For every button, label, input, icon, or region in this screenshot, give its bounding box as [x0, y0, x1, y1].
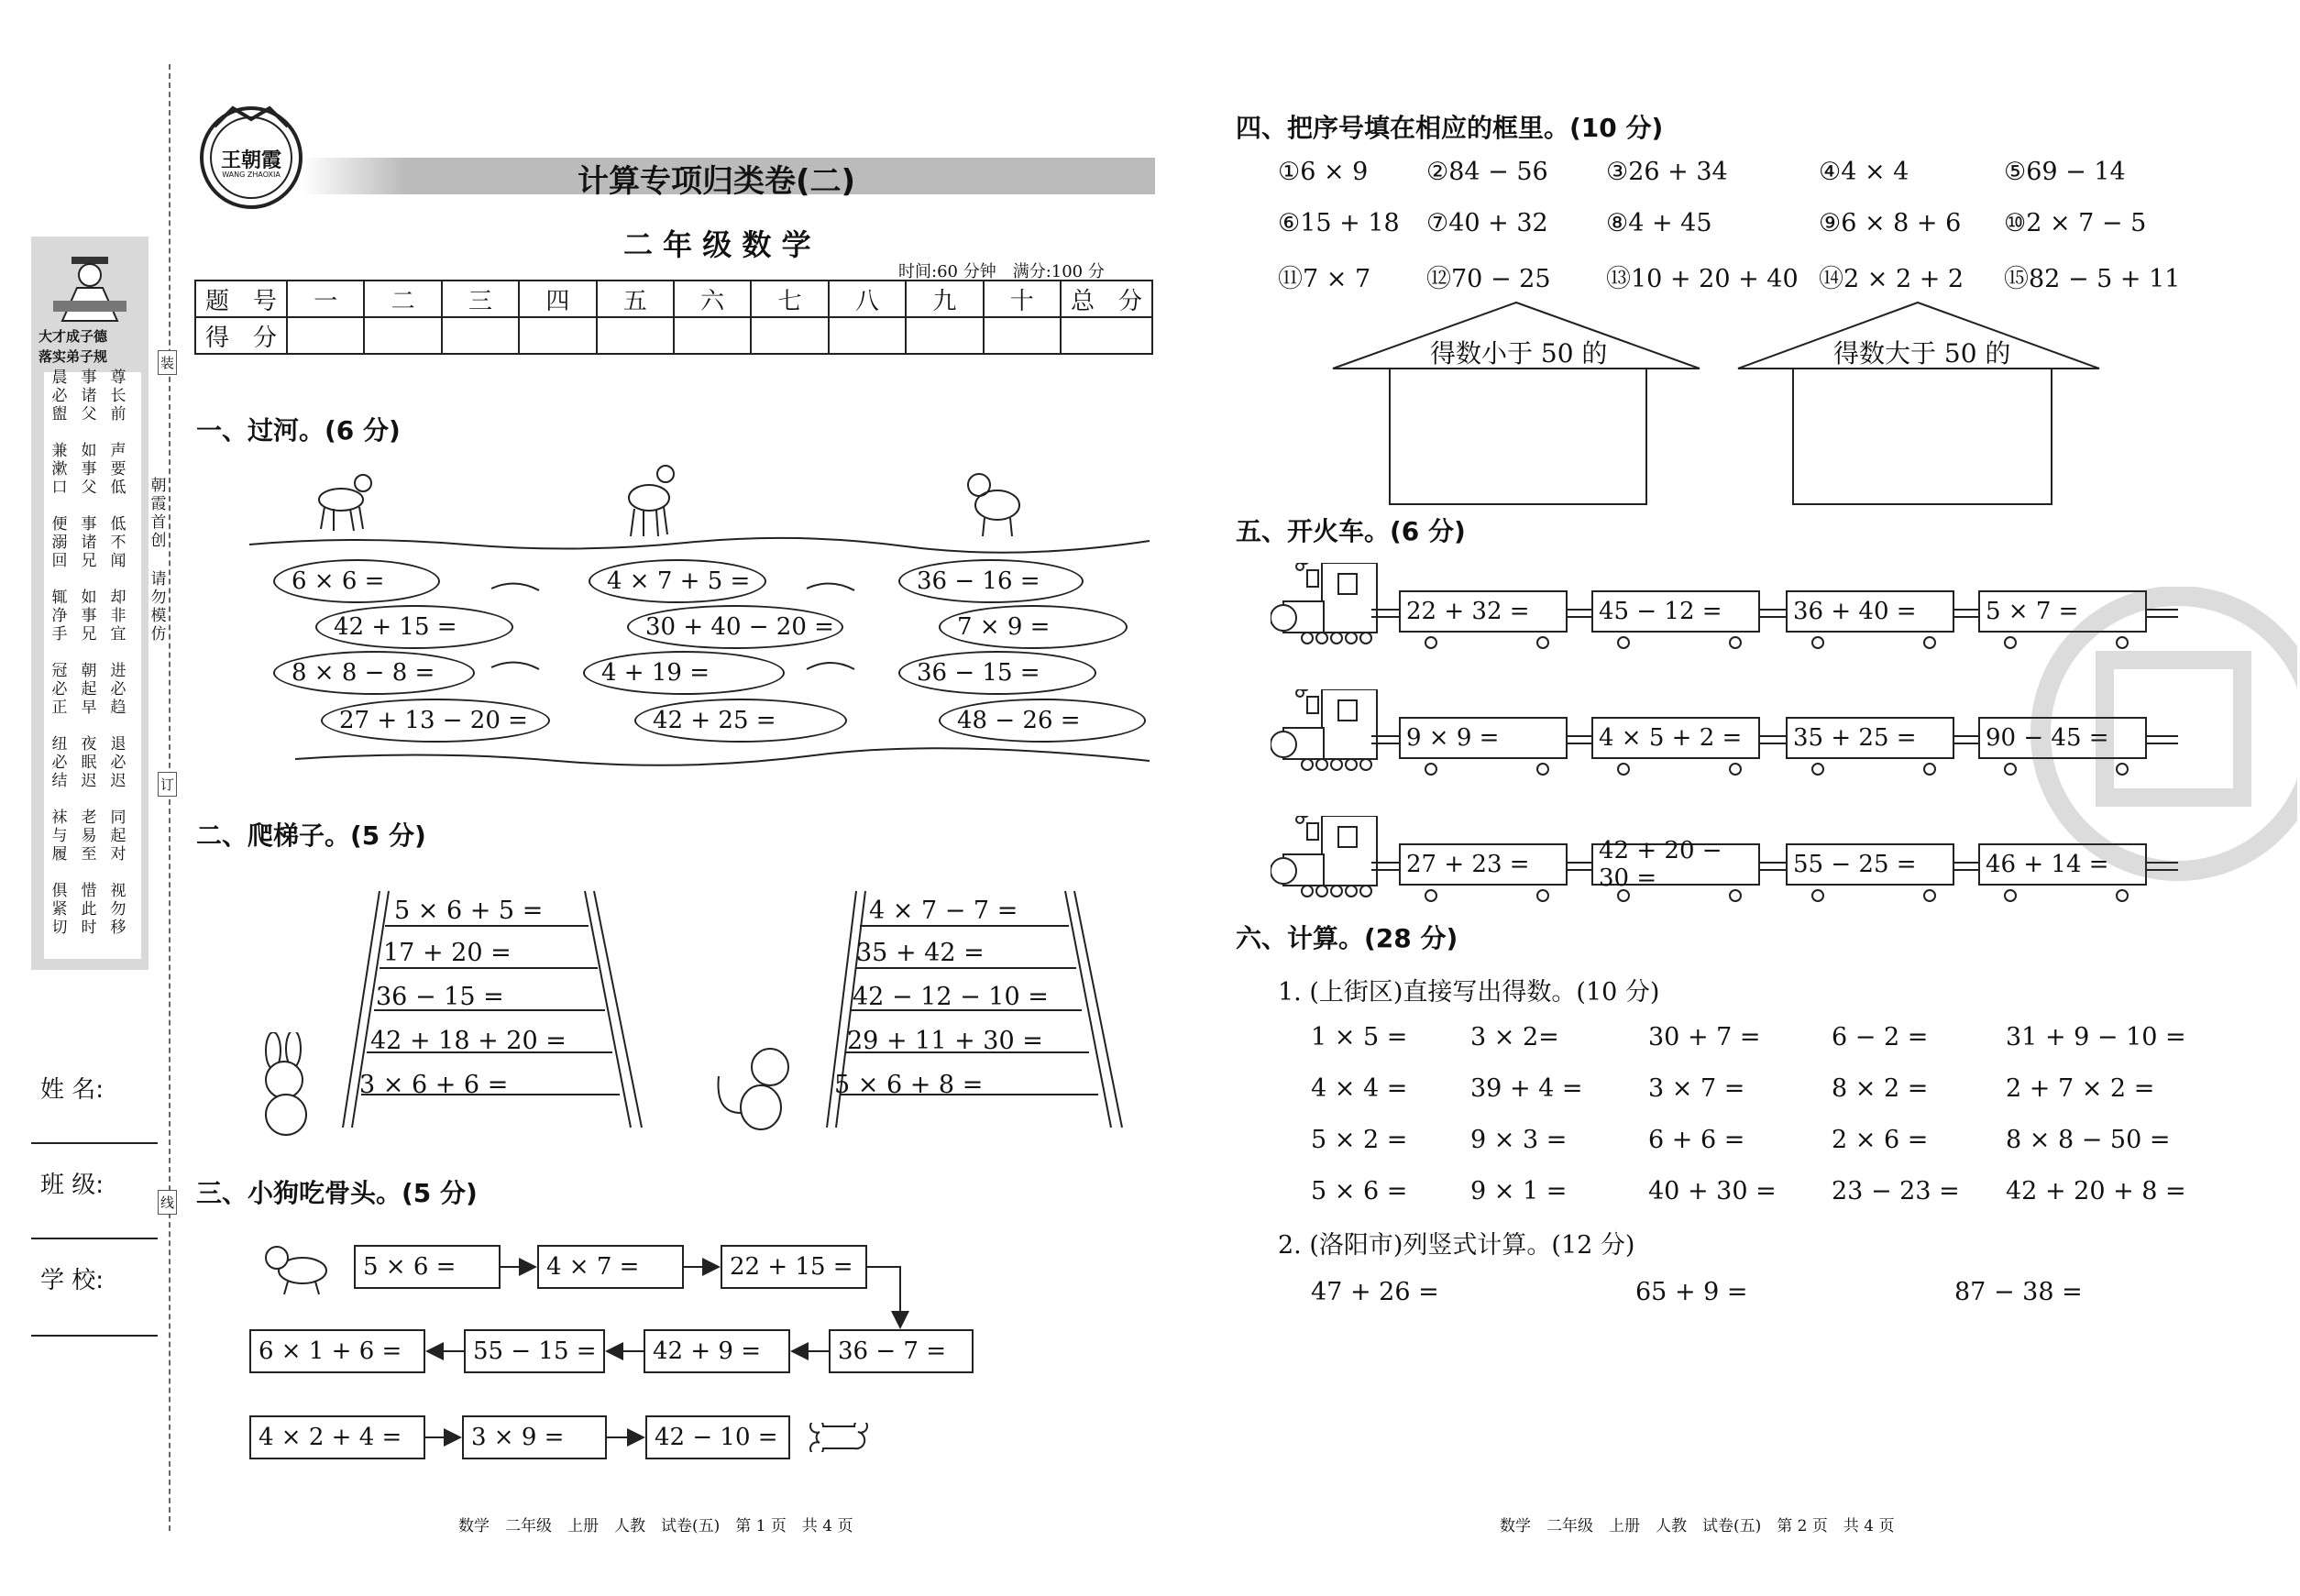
dog-icon: [257, 1238, 339, 1296]
dog-path-box: 4 × 7 =: [537, 1245, 684, 1289]
footer-right: 数学 二年级 上册 人教 试卷(五) 第 2 页 共 4 页: [1500, 1517, 1895, 1535]
score-header-cell: 一: [287, 281, 364, 317]
verse-column: 同起对: [110, 809, 127, 864]
dog-path-box: 4 × 2 + 4 =: [249, 1415, 425, 1459]
dog-path-box: 6 × 1 + 6 =: [249, 1329, 425, 1373]
section4-item: ①6 × 9: [1278, 158, 1369, 186]
section4-item: ③26 + 34: [1606, 158, 1728, 186]
seal-char-2: 订: [158, 772, 177, 797]
train-engine-icon: [1271, 563, 1390, 645]
note-column-1: 朝霞首创: [150, 477, 167, 550]
oral-calc-item: 2 + 7 × 2 =: [2006, 1074, 2155, 1103]
river-animals: [303, 454, 1054, 541]
oral-calc-item: 9 × 1 =: [1470, 1177, 1568, 1205]
verse-column: 声要低: [110, 442, 127, 497]
river-stone: 7 × 9 =: [939, 605, 1128, 649]
score-header-cell: 三: [442, 281, 519, 317]
score-input-cell[interactable]: [519, 317, 596, 354]
train-wheel: [1729, 763, 1742, 776]
logo: [196, 101, 306, 211]
oral-calc-item: 6 − 2 =: [1832, 1023, 1929, 1051]
logo-text: 王朝霞: [220, 149, 281, 172]
river-stone: 8 × 8 − 8 =: [273, 651, 475, 695]
oral-calc-item: 8 × 2 =: [1832, 1074, 1929, 1103]
name-field-label: 姓 名:: [40, 1076, 105, 1104]
oral-calc-item: 5 × 6 =: [1311, 1177, 1408, 1205]
verse-column: 退必迟: [110, 735, 127, 790]
vertical-calc-item: 87 − 38 =: [1954, 1278, 2083, 1306]
river-stone: 36 − 15 =: [898, 651, 1096, 695]
train-car: 45 − 12 =: [1591, 590, 1760, 633]
verse-column: 兼漱口: [51, 442, 68, 497]
train-car: 42 + 20 − 30 =: [1591, 843, 1760, 886]
seal-char-3: 线: [158, 1190, 177, 1215]
verse-column: 低不闻: [110, 515, 127, 570]
section4-item: ⑥15 + 18: [1278, 209, 1400, 237]
dog-path-box: 42 − 10 =: [645, 1415, 790, 1459]
dog-path-box: 36 − 7 =: [829, 1329, 974, 1373]
vertical-calc-item: 65 + 9 =: [1635, 1278, 1748, 1306]
train-wheel: [2004, 889, 2017, 902]
train-car: 4 × 5 + 2 =: [1591, 717, 1760, 759]
binding-dashed-line: [169, 64, 171, 1531]
train-wheel: [1729, 889, 1742, 902]
score-header-cell: 题 号: [195, 281, 287, 317]
ladder2-rung: 42 − 12 − 10 =: [853, 983, 1049, 1011]
name-field-line[interactable]: [31, 1142, 158, 1144]
calf-icon: [968, 474, 1019, 536]
train-wheel: [1923, 636, 1936, 649]
score-row-label: 得 分: [195, 317, 287, 354]
river-stone: 4 × 7 + 5 =: [589, 559, 766, 603]
train-car: 36 + 40 =: [1786, 590, 1954, 633]
dog-path-box: 55 − 15 =: [464, 1329, 605, 1373]
verse-column: 事诸兄: [81, 515, 97, 570]
river-stone: 42 + 15 =: [315, 605, 513, 649]
rabbit-icon: [246, 1032, 328, 1142]
section4-item: ⑩2 × 7 − 5: [2004, 209, 2147, 237]
score-input-cell[interactable]: [906, 317, 983, 354]
verse-column: 夜眠迟: [81, 735, 97, 790]
score-header-cell: 五: [597, 281, 674, 317]
verse-column: 辄净手: [51, 589, 68, 644]
oral-calc-item: 40 + 30 =: [1648, 1177, 1777, 1205]
section4-item: ②84 − 56: [1426, 158, 1548, 186]
verse-column: 事诸父: [81, 369, 97, 424]
river-stone: 42 + 25 =: [634, 699, 847, 743]
vertical-calc-item: 47 + 26 =: [1311, 1278, 1439, 1306]
train-wheel: [1536, 889, 1549, 902]
sidebar-motto-2: 落实弟子规: [39, 348, 108, 365]
section4-title: 四、把序号填在相应的框里。(10 分): [1236, 113, 1664, 143]
score-value-row: [195, 317, 1152, 354]
train-wheel: [1811, 636, 1824, 649]
section4-item: ⑬10 + 20 + 40: [1606, 265, 1799, 293]
section5-title: 五、开火车。(6 分): [1236, 516, 1466, 546]
river-stone: 27 + 13 − 20 =: [321, 699, 550, 743]
train-car: 55 − 25 =: [1786, 843, 1954, 886]
school-field-line[interactable]: [31, 1335, 158, 1337]
section2-title: 二、爬梯子。(5 分): [196, 820, 426, 851]
house1-box[interactable]: [1393, 371, 1646, 503]
oral-calc-item: 4 × 4 =: [1311, 1074, 1408, 1103]
train-wheel: [1536, 636, 1549, 649]
train-wheel: [1811, 889, 1824, 902]
oral-calc-item: 6 + 6 =: [1648, 1126, 1745, 1154]
note-column-2: 请勿模仿: [150, 570, 167, 644]
section4-item: ④4 × 4: [1819, 158, 1909, 186]
section4-item: ⑤69 − 14: [2004, 158, 2126, 186]
train-wheel: [1811, 763, 1824, 776]
scholar-figure-icon: [50, 248, 130, 323]
train-car: 9 × 9 =: [1399, 717, 1568, 759]
train-car: 22 + 32 =: [1399, 590, 1568, 633]
train-engine-icon: [1271, 689, 1390, 772]
train-wheel: [1425, 889, 1437, 902]
score-header-cell: 二: [364, 281, 441, 317]
oral-calc-item: 9 × 3 =: [1470, 1126, 1568, 1154]
section4-item: ⑦40 + 32: [1426, 209, 1548, 237]
house2-label: 得数大于 50 的: [1833, 338, 2011, 369]
school-field-label: 学 校:: [40, 1267, 105, 1294]
ladder1-rung: 3 × 6 + 6 =: [359, 1071, 509, 1099]
monkey-icon: [710, 1040, 810, 1140]
train-wheel: [1617, 763, 1630, 776]
ladder2-rung: 4 × 7 − 7 =: [869, 897, 1018, 925]
train-car: 35 + 25 =: [1786, 717, 1954, 759]
train-car: 90 − 45 =: [1978, 717, 2147, 759]
train-engine-icon: [1271, 816, 1390, 898]
verse-column: 进必趋: [110, 662, 127, 717]
train-wheel: [1617, 636, 1630, 649]
score-header-cell: 四: [519, 281, 596, 317]
train-car: 46 + 14 =: [1978, 843, 2147, 886]
house2-box[interactable]: [1797, 371, 2052, 503]
verse-column: 朝起早: [81, 662, 97, 717]
section3-title: 三、小狗吃骨头。(5 分): [196, 1178, 478, 1208]
oral-calc-item: 3 × 2=: [1470, 1023, 1559, 1051]
time-info: 时间:60 分钟 满分:100 分: [898, 262, 1105, 281]
score-header-row: [195, 281, 1152, 317]
verse-column: 视勿移: [110, 882, 127, 937]
verse-column: 袜与履: [51, 809, 68, 864]
section4-item: ⑧4 + 45: [1606, 209, 1712, 237]
dog-path-box: 42 + 9 =: [644, 1329, 790, 1373]
score-header-cell: 八: [829, 281, 906, 317]
train-wheel: [1425, 636, 1437, 649]
dog-path-box: 22 + 15 =: [721, 1245, 867, 1289]
class-field-label: 班 级:: [40, 1172, 105, 1199]
part2-title: 2. (洛阳市)列竖式计算。(12 分): [1278, 1231, 1635, 1260]
dog-path-box: 3 × 9 =: [462, 1415, 607, 1459]
train-wheel: [2116, 889, 2129, 902]
train-car: 27 + 23 =: [1399, 843, 1568, 886]
verse-column: 晨必盥: [51, 369, 68, 424]
sidebar-motto-1: 大才成子德: [39, 328, 108, 345]
score-input-cell[interactable]: [597, 317, 674, 354]
ladder2-rung: 5 × 6 + 8 =: [834, 1071, 984, 1099]
score-input-cell[interactable]: [287, 317, 364, 354]
train-wheel: [1617, 889, 1630, 902]
river-stone: 48 − 26 =: [939, 699, 1146, 743]
verse-column: 老易至: [81, 809, 97, 864]
train-wheel: [1923, 889, 1936, 902]
oral-calc-item: 3 × 7 =: [1648, 1074, 1745, 1103]
ladder1-rung: 42 + 18 + 20 =: [370, 1027, 567, 1055]
section4-item: ⑪7 × 7: [1278, 265, 1371, 293]
river-stone: 30 + 40 − 20 =: [627, 605, 843, 649]
part1-title: 1. (上街区)直接写出得数。(10 分): [1278, 978, 1660, 1007]
score-input-cell[interactable]: [364, 317, 441, 354]
bone-icon: [809, 1423, 869, 1452]
oral-calc-item: 5 × 2 =: [1311, 1126, 1408, 1154]
river-stone: 36 − 16 =: [898, 559, 1084, 603]
oral-calc-item: 30 + 7 =: [1648, 1023, 1761, 1051]
train-wheel: [2004, 763, 2017, 776]
watermark-seal: [2022, 587, 2297, 889]
verse-column: 却非宜: [110, 589, 127, 644]
train-car: 5 × 7 =: [1978, 590, 2147, 633]
score-input-cell[interactable]: [829, 317, 906, 354]
pony-icon: [319, 475, 371, 531]
verse-column: 如事兄: [81, 589, 97, 644]
ladder2-rung: 35 + 42 =: [856, 939, 985, 967]
section1-title: 一、过河。(6 分): [196, 415, 401, 446]
train-wheel: [2004, 636, 2017, 649]
section4-item: ⑨6 × 8 + 6: [1819, 209, 1962, 237]
score-input-cell[interactable]: [674, 317, 751, 354]
oral-calc-item: 31 + 9 − 10 =: [2006, 1023, 2186, 1051]
score-header-cell: 十: [984, 281, 1061, 317]
river-stone: 4 + 19 =: [583, 651, 785, 695]
score-input-cell[interactable]: [751, 317, 828, 354]
score-header-cell: 总 分: [1061, 281, 1152, 317]
oral-calc-item: 1 × 5 =: [1311, 1023, 1408, 1051]
verse-column: 尊长前: [110, 369, 127, 424]
score-header-cell: 九: [906, 281, 983, 317]
ladder2-rung: 29 + 11 + 30 =: [847, 1027, 1043, 1055]
train-wheel: [1729, 636, 1742, 649]
score-header-cell: 六: [674, 281, 751, 317]
deer-icon: [629, 466, 674, 536]
page-subtitle: 二 年 级 数 学: [623, 227, 811, 262]
train-wheel: [1536, 763, 1549, 776]
oral-calc-item: 39 + 4 =: [1470, 1074, 1583, 1103]
section6-title: 六、计算。(28 分): [1236, 923, 1458, 953]
section4-item: ⑮82 − 5 + 11: [2004, 265, 2181, 293]
class-field-line[interactable]: [31, 1238, 158, 1239]
river-stone: 6 × 6 =: [273, 559, 440, 603]
seal-char-1: 装: [158, 350, 177, 375]
section4-item: ⑭2 × 2 + 2: [1819, 265, 1964, 293]
logo-subtext: WANG ZHAOXIA: [222, 171, 281, 179]
verse-column: 俱紧切: [51, 882, 68, 937]
train-wheel: [1923, 763, 1936, 776]
verse-column: 如事父: [81, 442, 97, 497]
verse-column: 纽必结: [51, 735, 68, 790]
ladder1-rung: 36 − 15 =: [376, 983, 504, 1011]
oral-calc-item: 8 × 8 − 50 =: [2006, 1126, 2171, 1154]
score-input-cell[interactable]: [442, 317, 519, 354]
ladder1-rung: 17 + 20 =: [383, 939, 512, 967]
score-input-cell[interactable]: [984, 317, 1061, 354]
score-table: [194, 280, 1153, 355]
oral-calc-item: 23 − 23 =: [1832, 1177, 1960, 1205]
verse-column: 惜此时: [81, 882, 97, 937]
verse-column: 便溺回: [51, 515, 68, 570]
dog-path-box: 5 × 6 =: [354, 1245, 501, 1289]
ladder1-rung: 5 × 6 + 5 =: [394, 897, 544, 925]
section4-item: ⑫70 − 25: [1426, 265, 1551, 293]
score-header-cell: 七: [751, 281, 828, 317]
house1-label: 得数小于 50 的: [1430, 338, 1608, 369]
verse-column: 冠必正: [51, 662, 68, 717]
score-input-cell[interactable]: [1061, 317, 1152, 354]
oral-calc-item: 42 + 20 + 8 =: [2006, 1177, 2186, 1205]
oral-calc-item: 2 × 6 =: [1832, 1126, 1929, 1154]
train-wheel: [1425, 763, 1437, 776]
page-title: 计算专项归类卷(二): [578, 163, 856, 200]
footer-left: 数学 二年级 上册 人教 试卷(五) 第 1 页 共 4 页: [458, 1517, 853, 1535]
